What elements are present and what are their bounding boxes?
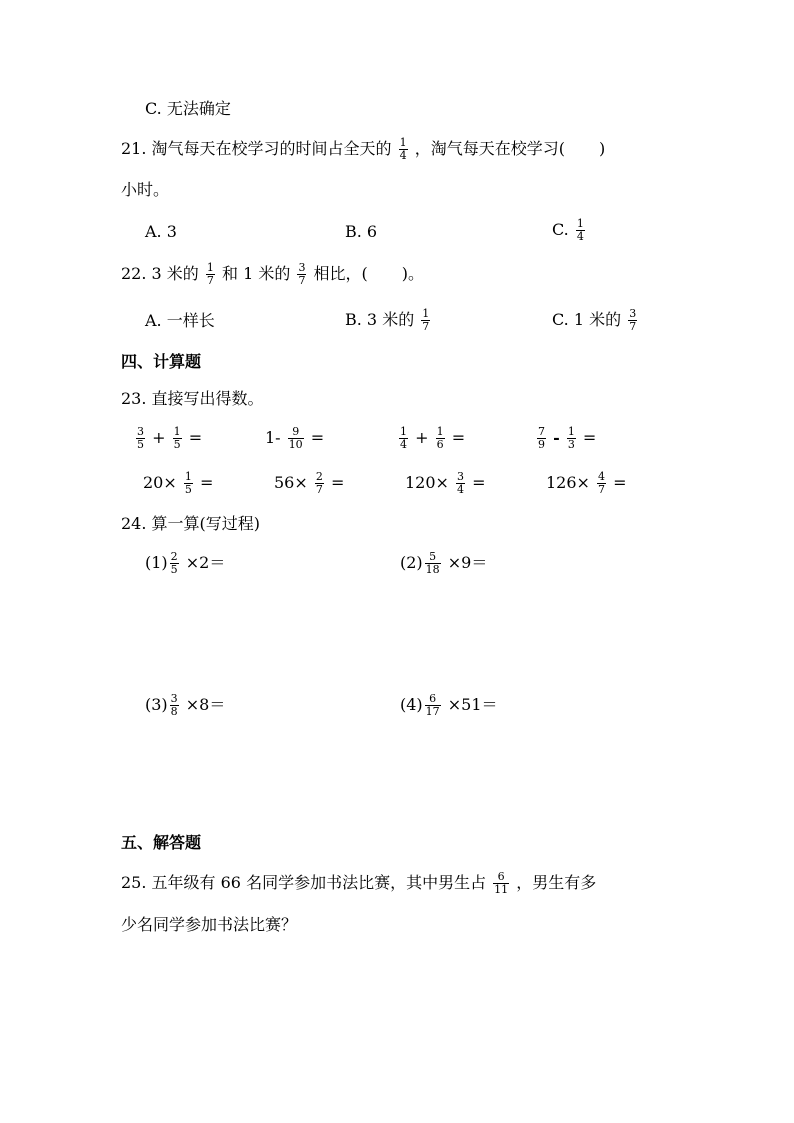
denominator: 10: [288, 438, 303, 451]
q23-expr-6: [274, 467, 344, 499]
numerator: 3: [170, 692, 178, 705]
q21-option-c-fraction: [576, 218, 585, 243]
prefix: 1-: [265, 428, 281, 447]
equals-sign: =: [582, 428, 597, 447]
fraction: [288, 426, 304, 451]
q21-close-paren: ): [599, 139, 606, 158]
section-5-title: 五、解答题: [121, 833, 202, 852]
section-4-title: 四、计算题: [121, 352, 202, 371]
equals-sign: =: [451, 428, 466, 447]
denominator: 7: [629, 320, 637, 333]
equals-sign: =: [472, 473, 486, 492]
q21-number: 21.: [121, 139, 147, 158]
denominator: 17: [425, 705, 440, 718]
fraction: [136, 426, 145, 451]
fraction: [537, 426, 546, 451]
q23-expr-3: [397, 422, 465, 454]
denominator: 6: [436, 438, 444, 451]
q22-option-c: [552, 304, 639, 336]
problem-label: (4): [400, 695, 423, 714]
denominator: 5: [184, 483, 192, 496]
denominator: 3: [567, 438, 575, 451]
numerator: 7: [538, 425, 545, 438]
q25-question-line1: [121, 867, 596, 899]
q22-option-b-label: B. 3 米的: [345, 310, 415, 329]
q23-expr-8: [546, 467, 627, 499]
q25-text-a: 25. 五年级有 66 名同学参加书法比赛，其中男生占: [121, 873, 487, 892]
problem-label: (2): [400, 553, 423, 572]
fraction: [425, 693, 441, 718]
operator: +: [152, 428, 166, 447]
q21-text-part2: ，淘气每天在校学习(: [414, 139, 565, 158]
q25-fraction: [493, 871, 509, 896]
denominator: 9: [538, 438, 545, 451]
q22-option-a: A. 一样长: [145, 311, 215, 330]
fraction: [170, 693, 179, 718]
prefix: 120×: [405, 473, 449, 492]
numerator: 4: [598, 470, 606, 483]
q22-option-c-label: C. 1 米的: [552, 310, 622, 329]
numerator: 3: [137, 425, 144, 438]
q21-option-c-label: C.: [552, 220, 569, 239]
denominator: 5: [137, 438, 144, 451]
q24-problem-2: [400, 547, 487, 579]
q21-text-part1: 淘气每天在校学习的时间占全天的: [151, 139, 392, 158]
fraction: [170, 551, 179, 576]
equals-sign: =: [310, 428, 325, 447]
denominator: 7: [206, 274, 214, 287]
q21-question-line2: 小时。: [121, 180, 170, 199]
q22-text-d: )。: [401, 264, 425, 283]
q21-option-b: B. 6: [345, 222, 378, 241]
q23-expr-4: [535, 422, 596, 454]
q22-fraction-1: [206, 262, 215, 287]
denominator: 7: [315, 483, 323, 496]
denominator: 7: [598, 483, 606, 496]
q22-fraction-2: [297, 262, 306, 287]
numerator: 9: [292, 425, 300, 438]
numerator: 5: [429, 550, 437, 563]
fraction: [173, 426, 182, 451]
numerator: 1: [173, 425, 181, 438]
expression-rest: ×8＝: [185, 695, 226, 714]
prefix: 126×: [546, 473, 590, 492]
denominator: 4: [400, 438, 407, 451]
q21-question-line1: [121, 133, 605, 165]
denominator: 11: [494, 883, 509, 896]
numerator: 3: [298, 261, 306, 274]
numerator: 1: [567, 425, 575, 438]
q21-option-a: A. 3: [145, 222, 177, 241]
denominator: 8: [170, 705, 178, 718]
problem-label: (3): [145, 695, 168, 714]
numerator: 6: [497, 870, 505, 883]
numerator: 1: [206, 261, 214, 274]
numerator: 1: [436, 425, 444, 438]
numerator: 1: [400, 425, 407, 438]
q24-problem-4: [400, 689, 498, 721]
q22-question: [121, 258, 424, 290]
fraction: [315, 471, 324, 496]
numerator: 2: [170, 550, 178, 563]
fraction: [597, 471, 606, 496]
denominator: 7: [298, 274, 306, 287]
expression-rest: ×2＝: [185, 553, 226, 572]
q23-expr-5: [143, 467, 213, 499]
prefix: 56×: [274, 473, 308, 492]
numerator: 3: [629, 307, 637, 320]
fraction: [184, 471, 193, 496]
q22-text-c: 相比，(: [313, 264, 368, 283]
fraction: [399, 426, 408, 451]
numerator: 6: [429, 692, 437, 705]
fraction: [436, 426, 445, 451]
denominator: 5: [173, 438, 181, 451]
q25-text-b: ，男生有多: [516, 873, 597, 892]
q24-problem-1: [145, 547, 225, 579]
equals-sign: =: [188, 428, 203, 447]
denominator: 18: [425, 563, 440, 576]
q22-text-b: 和 1 米的: [222, 264, 291, 283]
operator: -: [553, 428, 560, 447]
q23-title: 23. 直接写出得数。: [121, 389, 264, 408]
q21-fraction: [399, 137, 408, 162]
equals-sign: =: [613, 473, 627, 492]
operator: +: [415, 428, 429, 447]
expression-rest: ×9＝: [447, 553, 488, 572]
denominator: 5: [170, 563, 178, 576]
fraction: [567, 426, 576, 451]
numerator: 2: [315, 470, 323, 483]
denominator: 7: [422, 320, 430, 333]
q24-problem-3: [145, 689, 225, 721]
q24-title: 24. 算一算(写过程): [121, 514, 261, 533]
q22-text-a: 22. 3 米的: [121, 264, 199, 283]
problem-label: (1): [145, 553, 168, 572]
equals-sign: =: [330, 473, 345, 492]
expression-rest: ×51＝: [447, 695, 498, 714]
q20-option-c: C. 无法确定: [145, 99, 231, 118]
numerator: 1: [422, 307, 430, 320]
denominator: 4: [457, 483, 465, 496]
denominator: 4: [576, 230, 584, 243]
q23-expr-2: [265, 422, 324, 454]
q21-option-c: [552, 214, 587, 246]
prefix: 20×: [143, 473, 177, 492]
fraction: [456, 471, 465, 496]
numerator: 1: [399, 136, 407, 149]
equals-sign: =: [199, 473, 214, 492]
numerator: 1: [576, 217, 584, 230]
q23-expr-7: [405, 467, 486, 499]
fraction: [425, 551, 441, 576]
numerator: 3: [457, 470, 465, 483]
q25-question-line2: 少名同学参加书法比赛？: [121, 915, 298, 934]
q22-option-b-fraction: [421, 308, 430, 333]
q22-option-b: [345, 304, 432, 336]
q23-expr-1: [134, 422, 202, 454]
numerator: 1: [184, 470, 192, 483]
q22-option-c-fraction: [628, 308, 637, 333]
denominator: 4: [399, 149, 407, 162]
